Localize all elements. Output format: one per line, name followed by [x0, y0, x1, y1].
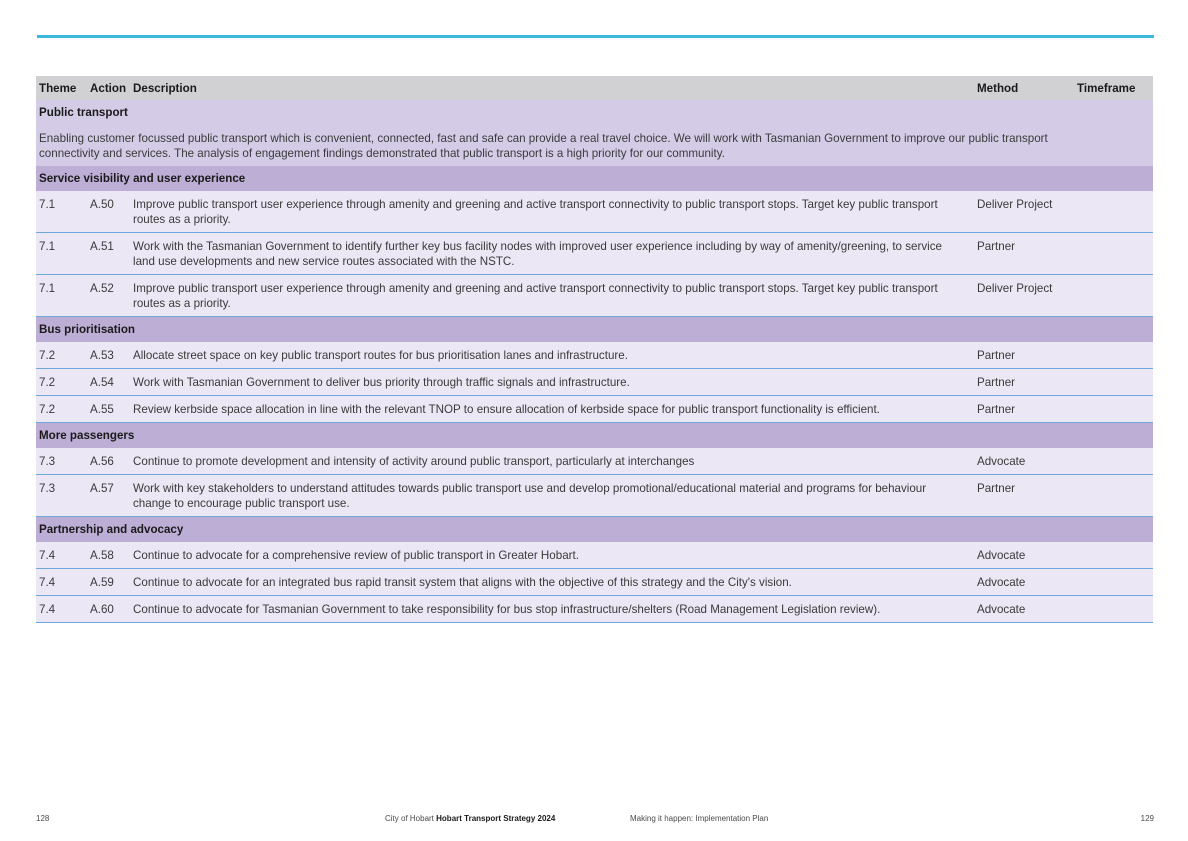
- header-action: Action: [87, 76, 130, 100]
- section-heading-row: [36, 423, 1153, 449]
- cell-theme: 7.2: [36, 396, 87, 423]
- cell-action: A.56: [87, 448, 130, 475]
- cell-method: Advocate: [974, 448, 1074, 475]
- cell-method: Partner: [974, 396, 1074, 423]
- cell-action: A.57: [87, 475, 130, 517]
- theme-title: Public transport: [36, 100, 1153, 125]
- header-theme: Theme: [36, 76, 87, 100]
- table-row: [36, 542, 1153, 569]
- section-heading: More passengers: [36, 423, 1153, 449]
- table-row: [36, 275, 1153, 317]
- table-row: [36, 475, 1153, 517]
- cell-description: Work with the Tasmanian Government to identify further key bus facility nodes with improved user experience including by way of amenity/greening, to service land use developments and new service routes associated with the NSTC.: [130, 233, 974, 275]
- cell-timeframe: [1074, 396, 1153, 423]
- cell-theme: 7.2: [36, 369, 87, 396]
- cell-timeframe: [1074, 542, 1153, 569]
- cell-description: Work with Tasmanian Government to deliver bus priority through traffic signals and infrastructure.: [130, 369, 974, 396]
- cell-description: Work with key stakeholders to understand attitudes towards public transport use and develop promotional/educational material and programs for behaviour change to encourage public transport use.: [130, 475, 974, 517]
- table-row: [36, 396, 1153, 423]
- header-method: Method: [974, 76, 1074, 100]
- cell-method: Partner: [974, 233, 1074, 275]
- cell-description: Continue to advocate for an integrated bus rapid transit system that aligns with the objective of this strategy and the City's vision.: [130, 569, 974, 596]
- cell-description: Improve public transport user experience through amenity and greening and active transport connectivity to public transport stops. Target key public transport routes as a priority.: [130, 191, 974, 233]
- table-row: [36, 342, 1153, 369]
- cell-timeframe: [1074, 596, 1153, 623]
- cell-description: Continue to advocate for a comprehensive review of public transport in Greater Hobart.: [130, 542, 974, 569]
- cell-theme: 7.4: [36, 569, 87, 596]
- cell-description: Continue to promote development and intensity of activity around public transport, particularly at interchanges: [130, 448, 974, 475]
- cell-theme: 7.3: [36, 475, 87, 517]
- cell-timeframe: [1074, 191, 1153, 233]
- cell-method: Advocate: [974, 596, 1074, 623]
- cell-description: Continue to advocate for Tasmanian Government to take responsibility for bus stop infrastructure/shelters (Road Management Legislation review).: [130, 596, 974, 623]
- table-row: [36, 369, 1153, 396]
- cell-timeframe: [1074, 233, 1153, 275]
- cell-description: Review kerbside space allocation in line with the relevant TNOP to ensure allocation of kerbside space for public transport functionality is efficient.: [130, 396, 974, 423]
- cell-action: A.53: [87, 342, 130, 369]
- cell-action: A.51: [87, 233, 130, 275]
- theme-title-row: [36, 100, 1153, 125]
- section-heading-row: [36, 517, 1153, 543]
- section-heading: Service visibility and user experience: [36, 166, 1153, 191]
- table-body: [36, 100, 1153, 623]
- cell-timeframe: [1074, 475, 1153, 517]
- header-timeframe: Timeframe: [1074, 76, 1153, 100]
- cell-action: A.50: [87, 191, 130, 233]
- table-row: [36, 448, 1153, 475]
- page-number-right: 129: [1140, 814, 1154, 823]
- theme-intro-row: [36, 125, 1153, 166]
- cell-timeframe: [1074, 448, 1153, 475]
- cell-action: A.54: [87, 369, 130, 396]
- cell-theme: 7.1: [36, 191, 87, 233]
- cell-theme: 7.2: [36, 342, 87, 369]
- footer-document-title: [385, 814, 555, 823]
- footer-org: City of Hobart: [385, 814, 434, 823]
- table-header-row: [36, 76, 1153, 100]
- cell-method: Partner: [974, 342, 1074, 369]
- page-number-left: 128: [36, 814, 50, 823]
- section-heading: Partnership and advocacy: [36, 517, 1153, 543]
- cell-method: Deliver Project: [974, 275, 1074, 317]
- cell-method: Partner: [974, 475, 1074, 517]
- cell-theme: 7.4: [36, 542, 87, 569]
- theme-intro: Enabling customer focussed public transport which is convenient, connected, fast and safe can provide a real travel choice. We will work with Tasmanian Government to improve our public transport connectivity and services. The analysis of engagement findings demonstrated that public transport is a high priority for our community.: [36, 125, 1153, 166]
- section-heading-row: [36, 317, 1153, 343]
- footer-doc-title: Hobart Transport Strategy 2024: [436, 814, 556, 823]
- footer-section-name: Making it happen: Implementation Plan: [630, 814, 769, 823]
- table-row: [36, 596, 1153, 623]
- cell-action: A.60: [87, 596, 130, 623]
- cell-timeframe: [1074, 369, 1153, 396]
- cell-method: Advocate: [974, 542, 1074, 569]
- cell-theme: 7.3: [36, 448, 87, 475]
- cell-timeframe: [1074, 569, 1153, 596]
- header-description: Description: [130, 76, 974, 100]
- cell-action: A.52: [87, 275, 130, 317]
- cell-action: A.55: [87, 396, 130, 423]
- cell-description: Allocate street space on key public transport routes for bus prioritisation lanes and infrastructure.: [130, 342, 974, 369]
- table-row: [36, 569, 1153, 596]
- section-heading: Bus prioritisation: [36, 317, 1153, 343]
- cell-timeframe: [1074, 342, 1153, 369]
- cell-method: Advocate: [974, 569, 1074, 596]
- cell-timeframe: [1074, 275, 1153, 317]
- cell-theme: 7.1: [36, 275, 87, 317]
- cell-action: A.58: [87, 542, 130, 569]
- table-row: [36, 233, 1153, 275]
- cell-action: A.59: [87, 569, 130, 596]
- implementation-table: [36, 76, 1153, 623]
- top-accent-rule: [37, 35, 1154, 38]
- section-heading-row: [36, 166, 1153, 191]
- cell-method: Deliver Project: [974, 191, 1074, 233]
- cell-theme: 7.4: [36, 596, 87, 623]
- cell-description: Improve public transport user experience through amenity and greening and active transport connectivity to public transport stops. Target key public transport routes as a priority.: [130, 275, 974, 317]
- cell-method: Partner: [974, 369, 1074, 396]
- table-row: [36, 191, 1153, 233]
- cell-theme: 7.1: [36, 233, 87, 275]
